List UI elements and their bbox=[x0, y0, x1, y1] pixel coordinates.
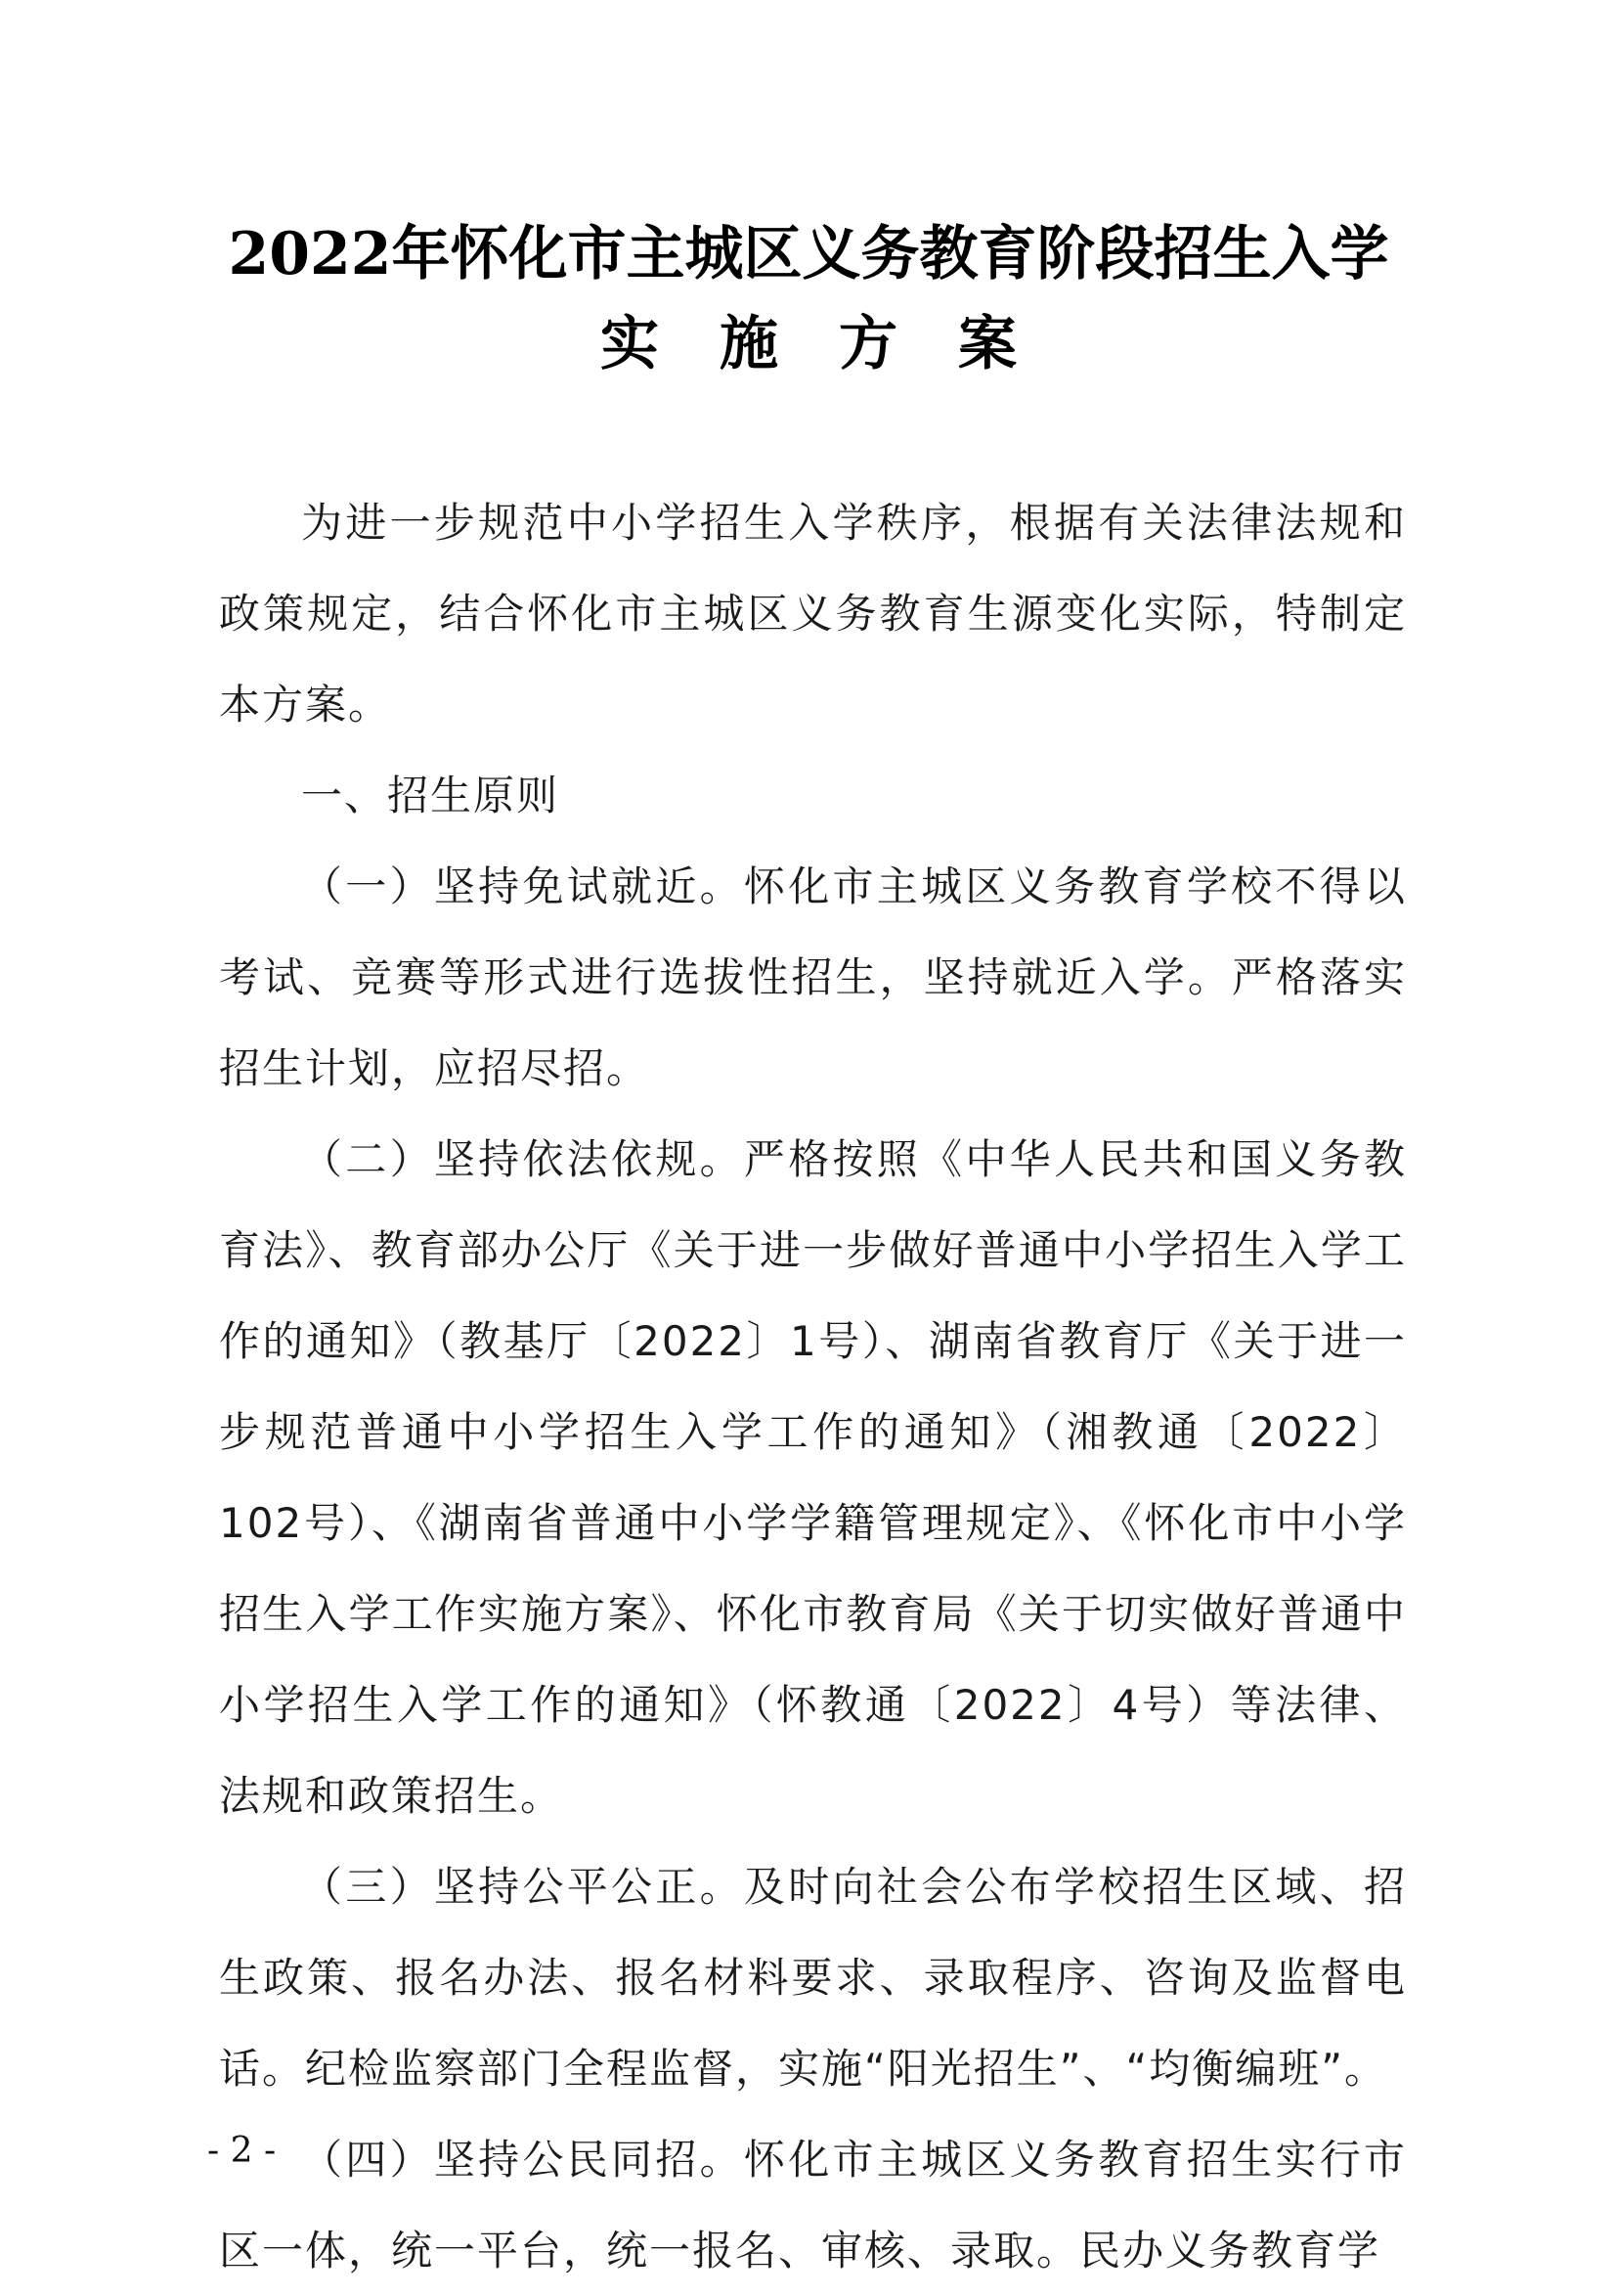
document-title-line-1: 2022年怀化市主城区义务教育阶段招生入学 bbox=[228, 220, 1389, 288]
paragraph-principle-1: （一）坚持免试就近。怀化市主城区义务教育学校不得以考试、竞赛等形式进行选拔性招生，坚持就近入学。严格落实招生计划，应招尽招。 bbox=[219, 862, 1407, 1092]
paragraph-principle-2: （二）坚持依法依规。严格按照《中华人民共和国义务教育法》、教育部办公厅《关于进一步做好普通中小学招生入学工作的通知》（教基厅〔2022〕1号）、湖南省教育厅《关于进一步规范普通中小学招生入学工作的通知》（湘教通〔2022〕102号）、《湖南省普通中小学学籍管理规定》、《怀化市中小学招生入学工作实施方案》、怀化市教育局《关于切实做好普通中小学招生入学工作的通知》（怀教通〔2022〕4号）等法律、法规和政策招生。 bbox=[219, 1135, 1407, 1820]
paragraph-intro: 为进一步规范中小学招生入学秩序，根据有关法律法规和政策规定，结合怀化市主城区义务教育生源变化实际，特制定本方案。 bbox=[219, 499, 1407, 729]
section-heading-enrollment-principles: 一、招生原则 bbox=[301, 772, 560, 819]
page-number: - 2 - bbox=[207, 2131, 277, 2171]
document-title-line-2: 实施方案 bbox=[600, 310, 1077, 378]
paragraph-principle-3: （三）坚持公平公正。及时向社会公布学校招生区域、招生政策、报名办法、报名材料要求、录取程序、咨询及监督电话。纪检监察部门全程监督，实施“阳光招生”、“均衡编班”。 bbox=[219, 1863, 1407, 2093]
paragraph-principle-4: （四）坚持公民同招。怀化市主城区义务教育招生实行市区一体，统一平台，统一报名、审核、录取。民办义务教育学 bbox=[219, 2136, 1407, 2274]
document-body bbox=[219, 477, 1407, 2296]
